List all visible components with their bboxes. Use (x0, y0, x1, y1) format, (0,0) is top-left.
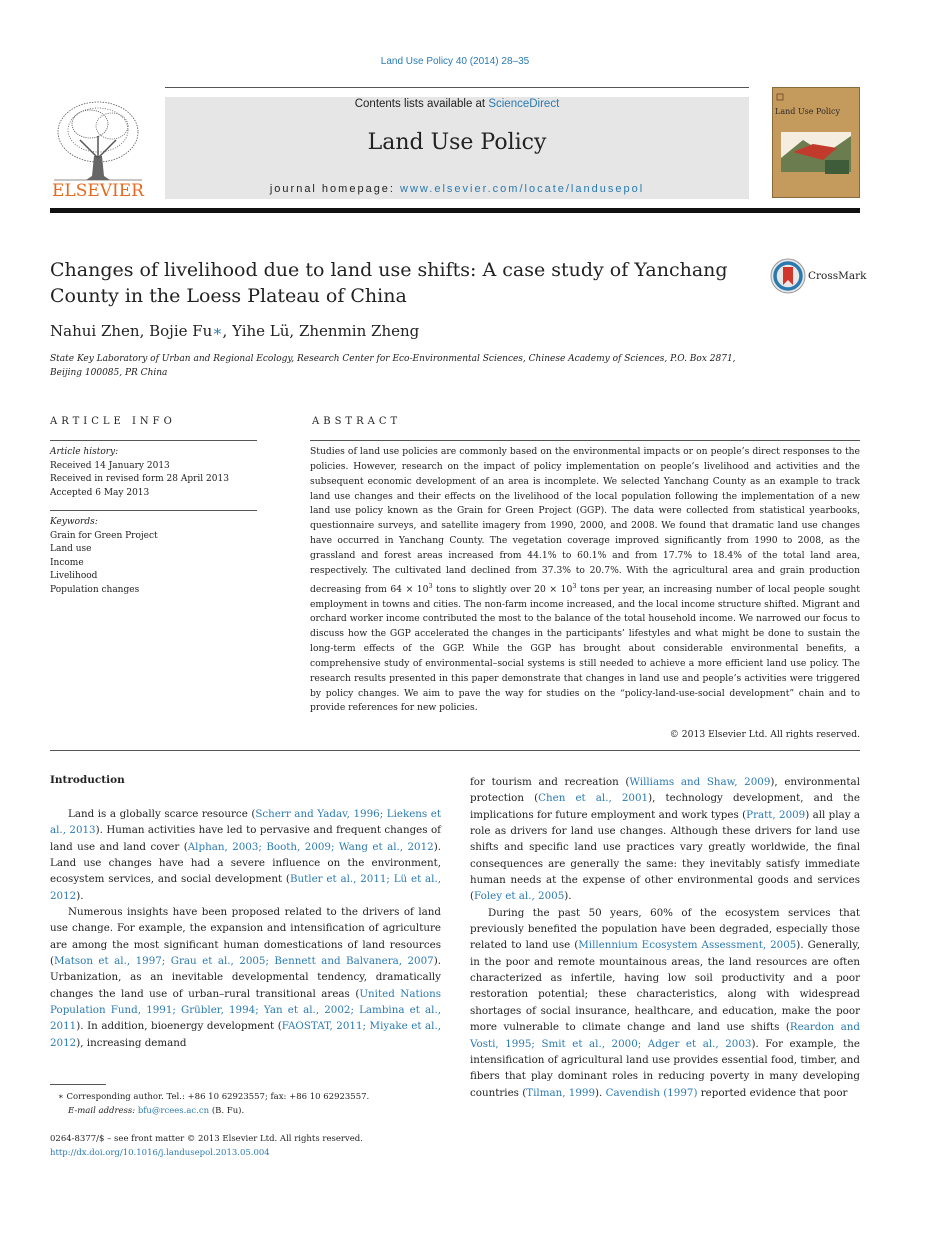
author-list (50, 322, 419, 340)
issn-line: 0264-8377/$ – see front matter © 2013 Elsevier Ltd. All rights reserved. (50, 1134, 363, 1144)
homepage-line (165, 183, 749, 195)
corresponding-author-mark[interactable]: ∗ (212, 322, 223, 340)
keyword: Land use (50, 544, 92, 554)
header-divider (165, 87, 749, 88)
corresponding-author-note (58, 1091, 448, 1105)
citation-link[interactable]: United Nations Population Fund, 1991; Grübler, 1994; Yan et al., 2002; Lambina et al., 2011 (50, 987, 441, 1033)
sciencedirect-link[interactable]: ScienceDirect (488, 98, 560, 110)
text: ), technology development, and the implications for future employment and work types ( (470, 792, 860, 821)
text: ). (595, 1086, 606, 1099)
keywords-label: Keywords: (50, 517, 98, 527)
citation-link[interactable]: Chen et al., 2001 (538, 792, 649, 805)
authors-rest: , Yihe Lü, Zhenmin Zheng (222, 322, 420, 340)
keywords-divider (50, 510, 257, 511)
paragraph (470, 774, 860, 905)
text: ). Land use changes have had a severe influence on the environment, ecosystem services, and social development ( (50, 840, 441, 886)
contents-line (165, 98, 749, 110)
text: Numerous insights have been proposed related to the drivers of land use change. For example, the expansion and intensification of agriculture are among the most significant human domestications of land resources ( (50, 906, 441, 968)
article-info-heading: ARTICLE INFO (50, 416, 176, 427)
footnote (58, 1091, 448, 1118)
text: Land is a globally scarce resource ( (68, 808, 256, 820)
article-history (50, 446, 260, 500)
citation-link[interactable]: Tilman, 1999 (526, 1086, 596, 1099)
revised-date: Received in revised form 28 April 2013 (50, 474, 229, 484)
keyword: Population changes (50, 584, 140, 595)
body-column-left (50, 806, 441, 1051)
article-title: Changes of livelihood due to land use shifts: A case study of Yanchang County in the Loess Plateau of China (50, 259, 728, 307)
homepage-prefix: journal homepage: (269, 183, 401, 195)
abstract-part: tons to slightly over 20 × 10 (432, 583, 573, 595)
body-column-right (470, 774, 860, 1101)
abstract-copyright: © 2013 Elsevier Ltd. All rights reserved. (669, 729, 860, 740)
affiliation: State Key Laboratory of Urban and Regional Ecology, Research Center for Eco-Environmental Sciences, Chinese Academy of Sciences, P.O. Box 2871, Beijing 100085, PR China (50, 354, 736, 378)
email-label: E-mail address: (68, 1105, 138, 1116)
cover-artwork (773, 88, 859, 197)
crossmark-icon[interactable] (770, 258, 806, 294)
text: reported evidence that poor (697, 1086, 848, 1099)
text: ). Urbanization, as an inevitable developmental tendency, dramatically changes the land use of urban–rural transitional areas ( (50, 955, 441, 1000)
citation-link[interactable]: Matson et al., 1997; Grau et al., 2005; Bennett and Balvanera, 2007 (54, 955, 434, 968)
text: ) all play a role as drivers for land use changes. Although these drivers for land use shifts and specific land use practices vary greatly worldwide, the final consequences are generally the same: they inevitably satisfy immediate human needs at the expense of other environmental goods and services ( (470, 808, 860, 903)
abstract-heading: ABSTRACT (312, 416, 402, 427)
text: ). Generally, in the poor and remote mountainous areas, the land resources are often characterized as infertile, having low soil productivity and a poor restoration potential; these characteristics, along with widespread shortages of social insurance, healthcare, and education, make the poor more vulnerable to climate change and land use shifts ( (470, 939, 860, 1034)
homepage-link[interactable]: www.elsevier.com/locate/landusepol (400, 183, 645, 195)
citation-link[interactable]: Alphan, 2003; Booth, 2009; Wang et al., 2012 (187, 840, 434, 853)
citation-link[interactable]: Millennium Ecosystem Assessment, 2005 (578, 939, 797, 952)
text: ). (564, 890, 572, 903)
citation-link[interactable]: Reardon and Vosti, 1995; Smit et al., 2000; Adger et al., 2003 (470, 1021, 861, 1050)
citation-link[interactable]: Scherr and Yadav, 1996; Liekens et al., 2013 (50, 808, 441, 837)
received-date: Received 14 January 2013 (50, 460, 170, 471)
journal-name: Land Use Policy (367, 130, 547, 155)
authors-first: Nahui Zhen, Bojie Fu (50, 322, 213, 340)
abstract-part: tons per year, an increasing number of local people sought employment in towns and cities. The non-farm income increased, and the local income structure shifted. Migrant and orchard worker income contributed the most to the balance of the total household income. We narrowed our focus to discuss how the GGP accelerated the changes in the participants’ lifestyles and what might be done to sustain the long-term effects of the GGP. While the GGP has brought about considerable environmental benefits, a comprehensive study of environmental–social systems is still needed to achieve a more efficient land use policy. The research results presented in this paper demonstrate that changes in land use and people’s activities were triggered by policy changes. We aim to pave the way for studies on the “policy-land-use-social development” chain and to provide references for new policies. (310, 583, 860, 714)
abstract-exponent: 3 (428, 581, 433, 590)
citation-link[interactable]: FAOSTAT, 2011; Miyake et al., 2012 (50, 1020, 442, 1049)
doi-link[interactable]: http://dx.doi.org/10.1016/j.landusepol.2013.05.004 (50, 1147, 270, 1158)
text: ). Human activities have led to pervasive and frequent changes of land use and land cover ( (50, 824, 441, 853)
front-matter-info (50, 1133, 450, 1160)
text: ), increasing demand (76, 1036, 187, 1049)
info-divider (50, 440, 257, 441)
masthead-thick-rule (50, 208, 860, 213)
citation-link[interactable]: Foley et al., 2005 (474, 890, 565, 903)
citation-link[interactable]: Pratt, 2009 (746, 808, 806, 821)
text: ), environmental protection ( (470, 776, 860, 805)
keywords (50, 516, 260, 597)
footnote-mark: ∗ (58, 1092, 64, 1102)
keyword: Grain for Green Project (50, 530, 158, 541)
footnote-text: Corresponding author. Tel.: +86 10 62923557; fax: +86 10 62923557. (63, 1092, 370, 1102)
keyword: Income (50, 557, 84, 568)
history-label: Article history: (50, 447, 119, 457)
paragraph (50, 806, 441, 904)
footnote-rule (50, 1084, 106, 1085)
abstract-text (310, 445, 860, 716)
text: ). For example, the intensification of agricultural land use provides essential food, timber, and fibers that play dominant roles in reducing poverty in many developing countries ( (470, 1037, 860, 1099)
abstract-part: Studies of land use policies are commonly based on the environmental impacts or on people’s direct responses to the policies. However, research on the impact of policy implementation on people’s livelihood and activities and the subsequent economic development of an area is incomplete. We selected Yanchang County as an example to track land use changes and their effects on the livelihood of the local population following the implementation of a new land use policy known as the Grain for Green Project (GGP). The data were collected from statistical yearbooks, questionnaire surveys, and satellite imagery from 1990, 2000, and 2008. We found that dramatic land use changes have occurred in Yanchang County. The vegetation coverage improved significantly from 1990 to 2008, as the grassland and forest areas increased from 44.1% to 60.1% and from 17.7% to 18.4% of the total land area, respectively. The cultivated land declined from 37.3% to 20.7%. With the agricultural area and grain production decreasing from 64 × 10 (310, 446, 860, 595)
email-note (58, 1105, 448, 1119)
abstract-bottom-rule (50, 750, 860, 751)
section-heading-introduction: Introduction (50, 774, 125, 786)
citation-link[interactable]: Cavendish (1997) (605, 1086, 698, 1099)
citation-link[interactable]: Butler et al., 2011; Lü et al., 2012 (50, 873, 441, 902)
paragraph (50, 904, 441, 1051)
accepted-date: Accepted 6 May 2013 (50, 487, 150, 498)
contents-prefix: Contents lists available at (354, 98, 489, 110)
journal-citation[interactable]: Land Use Policy 40 (2014) 28–35 (380, 56, 530, 67)
keyword: Livelihood (50, 571, 98, 581)
email-suffix: (B. Fu). (209, 1105, 245, 1116)
journal-cover (772, 87, 860, 198)
citation-link[interactable]: Williams and Shaw, 2009 (629, 776, 771, 788)
abstract-exponent: 3 (572, 581, 577, 590)
text: ). (76, 889, 84, 902)
paragraph (470, 905, 860, 1101)
text: During the past 50 years, 60% of the ecosystem services that previously benefited the population have been degraded, especially those related to land use ( (470, 906, 860, 952)
crossmark-label[interactable]: CrossMark (808, 270, 867, 282)
text: ). In addition, bioenergy development ( (76, 1020, 282, 1033)
cover-title: Land Use Policy (775, 107, 841, 116)
abstract-divider (310, 440, 860, 441)
elsevier-wordmark: ELSEVIER (52, 181, 144, 201)
text: for tourism and recreation ( (470, 776, 630, 788)
email-link[interactable]: bfu@rcees.ac.cn (137, 1105, 210, 1116)
